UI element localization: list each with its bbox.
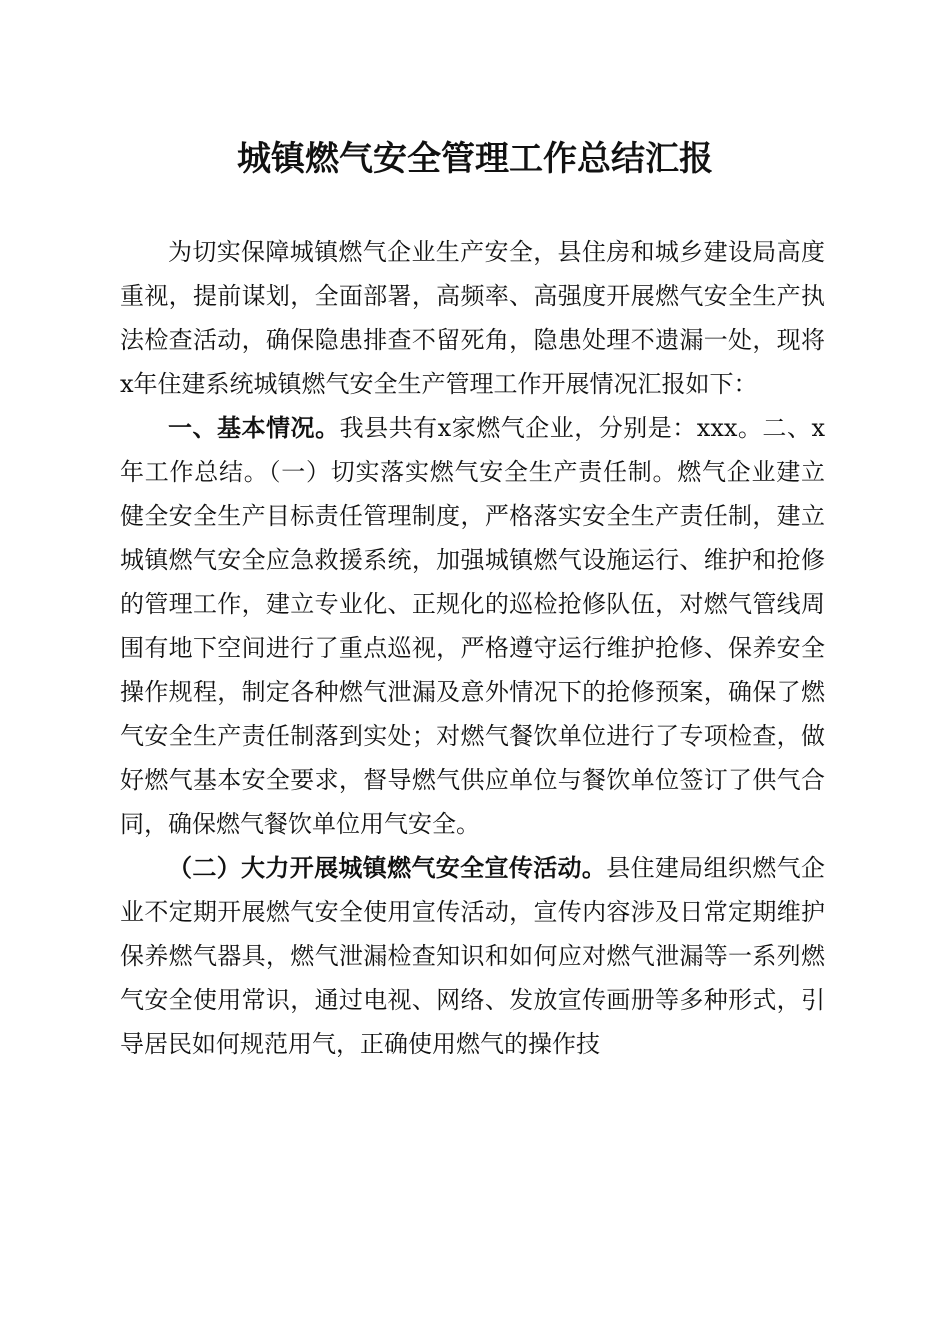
document-body xyxy=(120,230,825,1066)
paragraph-publicity-text: 县住建局组织燃气企业不定期开展燃气安全使用宣传活动，宣传内容涉及日常定期维护保养燃气器具，燃气泄漏检查知识和如何应对燃气泄漏等一系列燃气安全使用常识，通过电视、网络、发放宣传画册等多种形式，引导居民如何规范用气，正确使用燃气的操作技 xyxy=(120,854,826,1058)
paragraph-publicity-lead: （二）大力开展城镇燃气安全宣传活动。 xyxy=(168,853,607,882)
paragraph-publicity xyxy=(120,846,825,1066)
document-title: 城镇燃气安全管理工作总结汇报 xyxy=(237,139,713,179)
paragraph-basic-situation-text: 我县共有x家燃气企业，分别是：xxx。二、x年工作总结。（一）切实落实燃气安全生产责任制。燃气企业建立健全安全生产目标责任管理制度，严格落实安全生产责任制，建立城镇燃气安全应急救援系统，加强城镇燃气设施运行、维护和抢修的管理工作，建立专业化、正规化的巡检抢修队伍，对燃气管线周围有地下空间进行了重点巡视，严格遵守运行维护抢修、保养安全操作规程，制定各种燃气泄漏及意外情况下的抢修预案，确保了燃气安全生产责任制落到实处；对燃气餐饮单位进行了专项检查，做好燃气基本安全要求，督导燃气供应单位与餐饮单位签订了供气合同，确保燃气餐饮单位用气安全。 xyxy=(120,414,825,838)
paragraph-intro xyxy=(120,230,825,406)
paragraph-basic-situation-lead: 一、基本情况。 xyxy=(168,413,340,442)
paragraph-intro-text: 为切实保障城镇燃气企业生产安全，县住房和城乡建设局高度重视，提前谋划，全面部署，高频率、高强度开展燃气安全生产执法检查活动，确保隐患排查不留死角，隐患处理不遗漏一处，现将x年住建系统城镇燃气安全生产管理工作开展情况汇报如下： xyxy=(120,238,825,398)
paragraph-basic-situation xyxy=(120,406,825,846)
